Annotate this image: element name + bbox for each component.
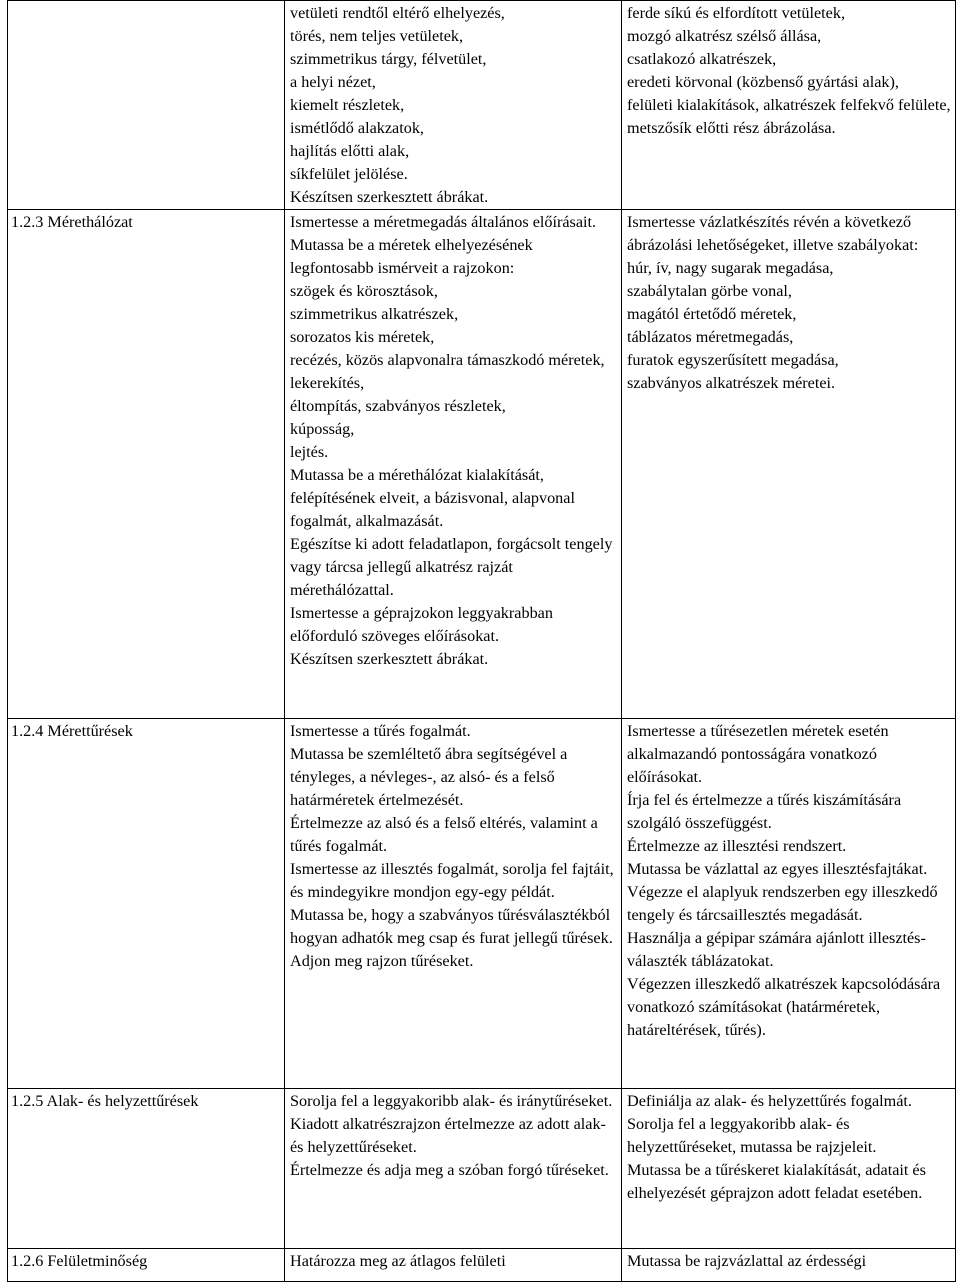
- general-requirements-cell: vetületi rendtől eltérő elhelyezés, törés, nem teljes vetületek, szimmetrikus tárgy, félvetület, a helyi nézet, kiemelt részletek, ismétlődő alakzatok, hajlítás előtti alak, síkfelület jelölése. Készítsen szerkesztett ábrákat.: [285, 1, 622, 210]
- general-requirements-cell: Határozza meg az átlagos felületi: [285, 1249, 622, 1282]
- advanced-requirements-cell: Mutassa be rajzvázlattal az érdességi: [622, 1249, 956, 1282]
- advanced-requirements-cell: Definiálja az alak- és helyzettűrés fogalmát. Sorolja fel a leggyakoribb alak- és helyzettűréseket, mutassa be rajzjeleit. Mutassa be a tűréskeret kialakítását, adatait és elhelyezését géprajzon adott feladat esetében.: [622, 1089, 956, 1249]
- general-requirements-cell: Sorolja fel a leggyakoribb alak- és iránytűréseket. Kiadott alkatrészrajzon értelmezze az adott alak- és helyzettűréseket. Értelmezze és adja meg a szóban forgó tűréseket.: [285, 1089, 622, 1249]
- topic-cell: 1.2.4 Mérettűrések: [8, 719, 285, 1089]
- topic-cell: 1.2.5 Alak- és helyzettűrések: [8, 1089, 285, 1249]
- advanced-requirements-cell: Ismertesse vázlatkészítés révén a következő ábrázolási lehetőségeket, illetve szabályokat: húr, ív, nagy sugarak megadása, szabálytalan görbe vonal, magától értetődő méretek, táblázatos méretmegadás, furatok egyszerűsített megadása, szabványos alkatrészek méretei.: [622, 210, 956, 719]
- advanced-requirements-cell: Ismertesse a tűrésezetlen méretek esetén alkalmazandó pontosságára vonatkozó előírásokat. Írja fel és értelmezze a tűrés kiszámítására szolgáló összefüggést. Értelmezze az illesztési rendszert. Mutassa be vázlattal az egyes illesztésfajtákat. Végezze el alaplyuk rendszerben egy illeszkedő tengely és tárcsaillesztés megadását. Használja a gépipar számára ajánlott illesztés-választék táblázatokat. Végezzen illeszkedő alkatrészek kapcsolódására vonatkozó számításokat (határméretek, határeltérések, tűrés).: [622, 719, 956, 1089]
- general-requirements-cell: Ismertesse a méretmegadás általános előírásait. Mutassa be a méretek elhelyezésének legfontosabb ismérveit a rajzokon: szögek és körosztások, szimmetrikus alkatrészek, sorozatos kis méretek, recézés, közös alapvonalra támaszkodó méretek, lekerekítés, éltompítás, szabványos részletek, kúposság, lejtés. Mutassa be a mérethálózat kialakítását, felépítésének elveit, a bázisvonal, alapvonal fogalmát, alkalmazását. Egészítse ki adott feladatlapon, forgácsolt tengely vagy tárcsa jellegű alkatrész rajzát mérethálózattal. Ismertesse a géprajzokon leggyakrabban előforduló szöveges előírásokat. Készítsen szerkesztett ábrákat.: [285, 210, 622, 719]
- topic-cell: 1.2.3 Mérethálózat: [8, 210, 285, 719]
- table-row: [8, 1089, 956, 1249]
- table-row: [8, 1249, 956, 1282]
- topic-cell: 1.2.6 Felületminőség: [8, 1249, 285, 1282]
- table-row: [8, 1, 956, 210]
- table-row: [8, 719, 956, 1089]
- topic-cell: [8, 1, 285, 210]
- syllabus-table: [7, 0, 956, 1282]
- table-row: [8, 210, 956, 719]
- advanced-requirements-cell: ferde síkú és elfordított vetületek, mozgó alkatrész szélső állása, csatlakozó alkatrészek, eredeti körvonal (közbenső gyártási alak), felületi kialakítások, alkatrészek felfekvő felülete, metszősík előtti rész ábrázolása.: [622, 1, 956, 210]
- general-requirements-cell: Ismertesse a tűrés fogalmát. Mutassa be szemléltető ábra segítségével a tényleges, a névleges-, az alsó- és a felső határméretek értelmezését. Értelmezze az alsó és a felső eltérés, valamint a tűrés fogalmát. Ismertesse az illesztés fogalmát, sorolja fel fajtáit, és mindegyikre mondjon egy-egy példát. Mutassa be, hogy a szabványos tűrésválasztékból hogyan adhatók meg csap és furat jellegű tűrések. Adjon meg rajzon tűréseket.: [285, 719, 622, 1089]
